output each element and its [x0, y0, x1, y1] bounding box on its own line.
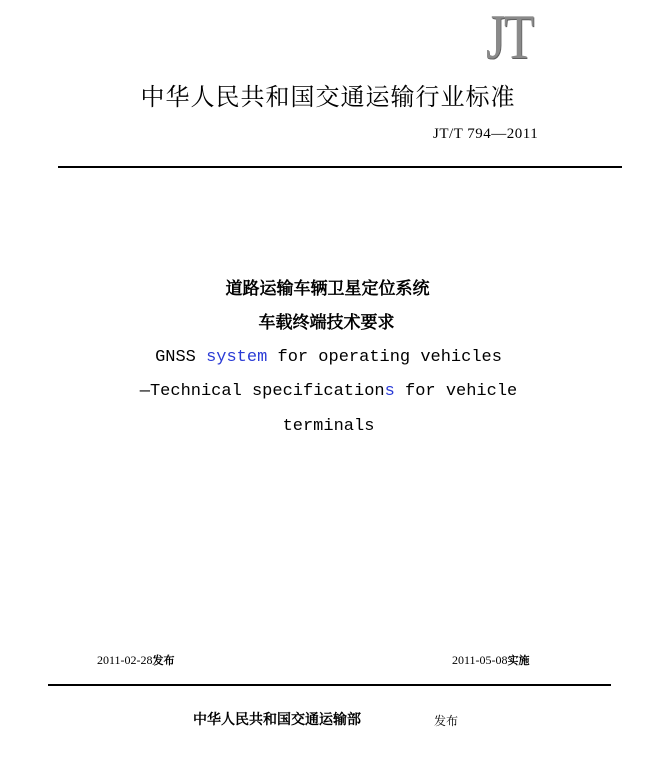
publisher-name: 中华人民共和国交通运输部 — [193, 712, 361, 728]
implement-date-block — [452, 652, 530, 669]
issue-label: 发布 — [152, 654, 175, 667]
implement-label: 实施 — [507, 654, 530, 667]
document-title-cn-line1: 道路运输车辆卫星定位系统 — [225, 279, 430, 299]
en-line2-part-c: for vehicle — [394, 382, 518, 401]
en-line1-part-c: for operating vehicles — [267, 348, 502, 367]
standard-category-title — [0, 80, 657, 114]
issue-date-block — [97, 652, 175, 669]
en-line1-part-a: GNSS — [155, 348, 207, 367]
top-divider — [58, 166, 622, 168]
document-title-en-line1 — [0, 347, 657, 369]
standard-code: JT/T 794—2011 — [433, 126, 539, 142]
bottom-divider — [48, 684, 611, 686]
document-title-en-line2 — [0, 381, 657, 403]
document-title-cn-line2: 车载终端技术要求 — [258, 313, 395, 333]
implement-date: 2011-05-08 — [452, 653, 508, 667]
jt-logo: JT — [486, 1, 533, 72]
en-line2-highlight: s — [384, 382, 395, 401]
issue-date: 2011-02-28 — [97, 653, 153, 667]
en-line2-part-a: —Technical specification — [139, 382, 385, 401]
standard-category-text: 中华人民共和国交通运输行业标准 — [140, 83, 516, 111]
en-line1-highlight: system — [206, 348, 268, 367]
document-title-en-line3: terminals — [282, 417, 375, 436]
publish-label: 发布 — [434, 714, 459, 728]
